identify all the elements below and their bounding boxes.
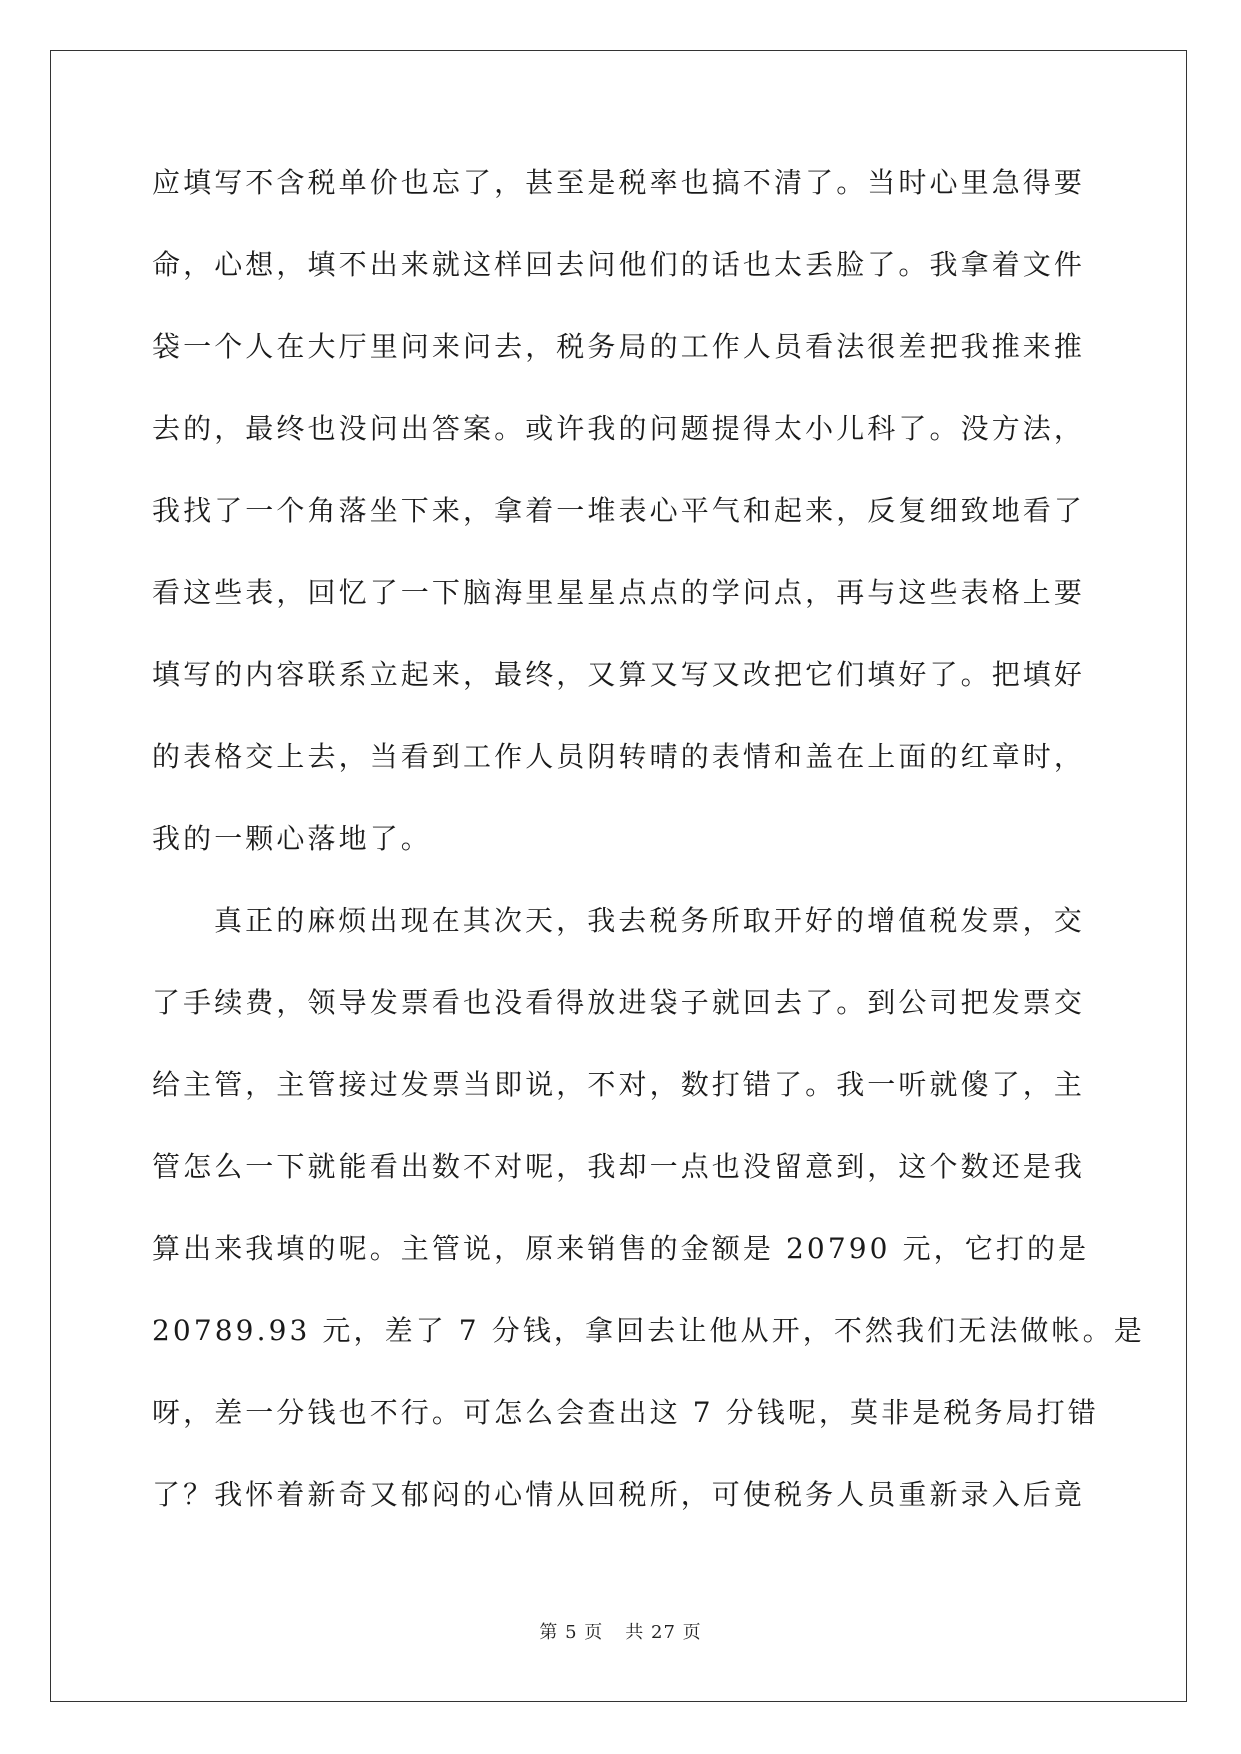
- text-line: 应填写不含税单价也忘了，甚至是税率也搞不清了。当时心里急得要: [152, 166, 1086, 199]
- text-line: 了？我怀着新奇又郁闷的心情从回税所，可使税务人员重新录入后竟: [152, 1478, 1086, 1511]
- document-body: [152, 160, 1145, 1554]
- text-line: 去的，最终也没问出答案。或许我的问题提得太小儿科了。没方法，: [152, 412, 1086, 445]
- text-line: 呀，差一分钱也不行。可怎么会查出这 7 分钱呢，莫非是税务局打错: [152, 1396, 1099, 1429]
- text-line: 20789.93 元，差了 7 分钱，拿回去让他从开，不然我们无法做帐。是: [152, 1314, 1145, 1347]
- text-line: 我找了一个角落坐下来，拿着一堆表心平气和起来，反复细致地看了: [152, 494, 1086, 527]
- text-line: 我的一颗心落地了。: [152, 822, 432, 855]
- text-line: 看这些表，回忆了一下脑海里星星点点的学问点，再与这些表格上要: [152, 576, 1086, 609]
- text-line: 命，心想，填不出来就这样回去问他们的话也太丢脸了。我拿着文件: [152, 248, 1086, 281]
- page-footer: [0, 1618, 1241, 1644]
- page-total: 共 27 页: [625, 1622, 702, 1643]
- text-line: 填写的内容联系立起来，最终，又算又写又改把它们填好了。把填好: [152, 658, 1086, 691]
- page-number: 第 5 页: [539, 1622, 604, 1643]
- text-line: 给主管，主管接过发票当即说，不对，数打错了。我一听就傻了，主: [152, 1068, 1086, 1101]
- text-line: 袋一个人在大厅里问来问去，税务局的工作人员看法很差把我推来推: [152, 330, 1086, 363]
- text-line: 的表格交上去，当看到工作人员阴转晴的表情和盖在上面的红章时，: [152, 740, 1086, 773]
- paragraph-start-line: 真正的麻烦出现在其次天，我去税务所取开好的增值税发票，交: [214, 904, 1085, 937]
- text-line: 管怎么一下就能看出数不对呢，我却一点也没留意到，这个数还是我: [152, 1150, 1086, 1183]
- text-line: 了手续费，领导发票看也没看得放进袋子就回去了。到公司把发票交: [152, 986, 1086, 1019]
- text-line: 算出来我填的呢。主管说，原来销售的金额是 20790 元，它打的是: [152, 1232, 1090, 1265]
